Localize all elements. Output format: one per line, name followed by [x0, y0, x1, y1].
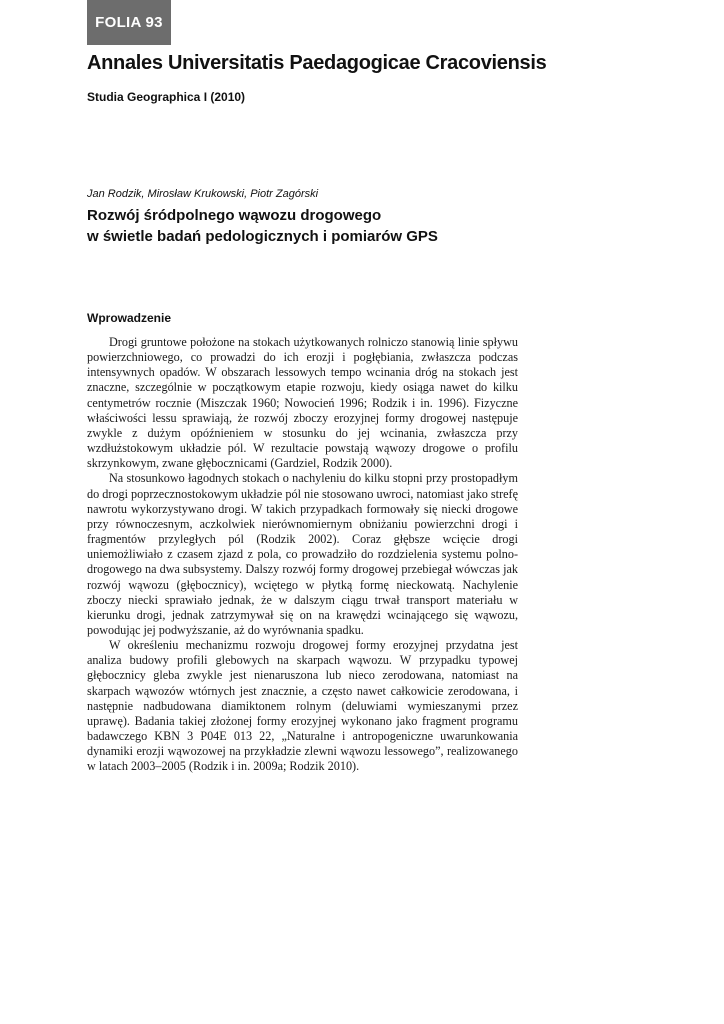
- journal-title: Annales Universitatis Paedagogicae Cracoviensis: [87, 52, 547, 74]
- journal-subtitle: Studia Geographica I (2010): [87, 90, 246, 104]
- body-text: [87, 335, 518, 775]
- article-title: [87, 205, 587, 247]
- article-authors: Jan Rodzik, Mirosław Krukowski, Piotr Zagórski: [87, 188, 319, 200]
- paragraph: Drogi gruntowe położone na stokach użytkowanych rolniczo stanowią linie spływu powierzchniowego, co prowadzi do ich erozji i pogłębiania, zwłaszcza podczas intensywnych opadów. W obszarach lessowych tempo wcinania dróg na stokach jest znaczne, szczególnie w początkowym etapie rozwoju, kiedy osiąga nawet do kilku centymetrów rocznie (Miszczak 1960; Nowocień 1996; Rodzik i in. 1996). Fizyczne właściwości lessu sprawiają, że rozwój zboczy erozyjnej formy drogowej następuje zwykle z dużym opóźnieniem w stosunku do jej wcinania, zwłaszcza przy wzdłużstokowym układzie pól. W rezultacie powstają wąwozy drogowe o profilu skrzynkowym, zwane głębocznicami (Gardziel, Rodzik 2000).: [87, 335, 518, 471]
- paragraph: W określeniu mechanizmu rozwoju drogowej formy erozyjnej przydatna jest analiza budowy profili glebowych na skarpach wąwozu. W przypadku typowej głębocznicy gleba zwykle jest nienaruszona lub nieco zerodowana, natomiast na skarpach wąwozów wtórnych jest znacznie, a często nawet całkowicie zerodowana, i następnie nadbudowana diamiktonem rolnym (deluwiami wymieszanymi przez uprawę). Badania takiej złożonej formy erozyjnej wykonano jako fragment programu badawczego KBN 3 P04E 013 22, „Naturalne i antropogeniczne uwarunkowania dynamiki erozji wąwozowej na przykładzie zlewni wąwozu lessowego”, realizowanego w latach 2003–2005 (Rodzik i in. 2009a; Rodzik 2010).: [87, 638, 518, 774]
- folio-badge: FOLIA 93: [87, 0, 171, 45]
- section-heading: Wprowadzenie: [87, 311, 172, 325]
- article-title-line: Rozwój śródpolnego wąwozu drogowego: [87, 207, 382, 224]
- paragraph: Na stosunkowo łagodnych stokach o nachyleniu do kilku stopni przy prostopadłym do drogi poprzecznostokowym układzie pól nie stosowano uwroci, natomiast jako strefę nawrotu wykorzystywano drogi. W takich przypadkach formowały się niecki drogowe przy równoczesnym, aczkolwiek nierównomiernym obniżaniu powierzchni drogi i fragmentów przyległych pól (Rodzik 2002). Coraz głębsze wcięcie drogi uniemożliwiało z czasem zjazd z pola, co prowadziło do rozdzielenia systemu polno-drogowego na dwa subsystemy. Dalszy rozwój formy drogowej przebiegał wówczas jak rozwój wąwozu (głębocznicy), wciętego w płytką formę nieckowatą. Nachylenie zboczy niecki sprawiało jednak, że w dalszym ciągu trwał transport materiału w kierunku drogi, jednak zatrzymywał się on na krawędzi wcinającego się wąwozu, powodując jej podwyższanie, aż do wyrównania spadku.: [87, 471, 518, 637]
- article-title-line: w świetle badań pedologicznych i pomiarów GPS: [87, 228, 438, 245]
